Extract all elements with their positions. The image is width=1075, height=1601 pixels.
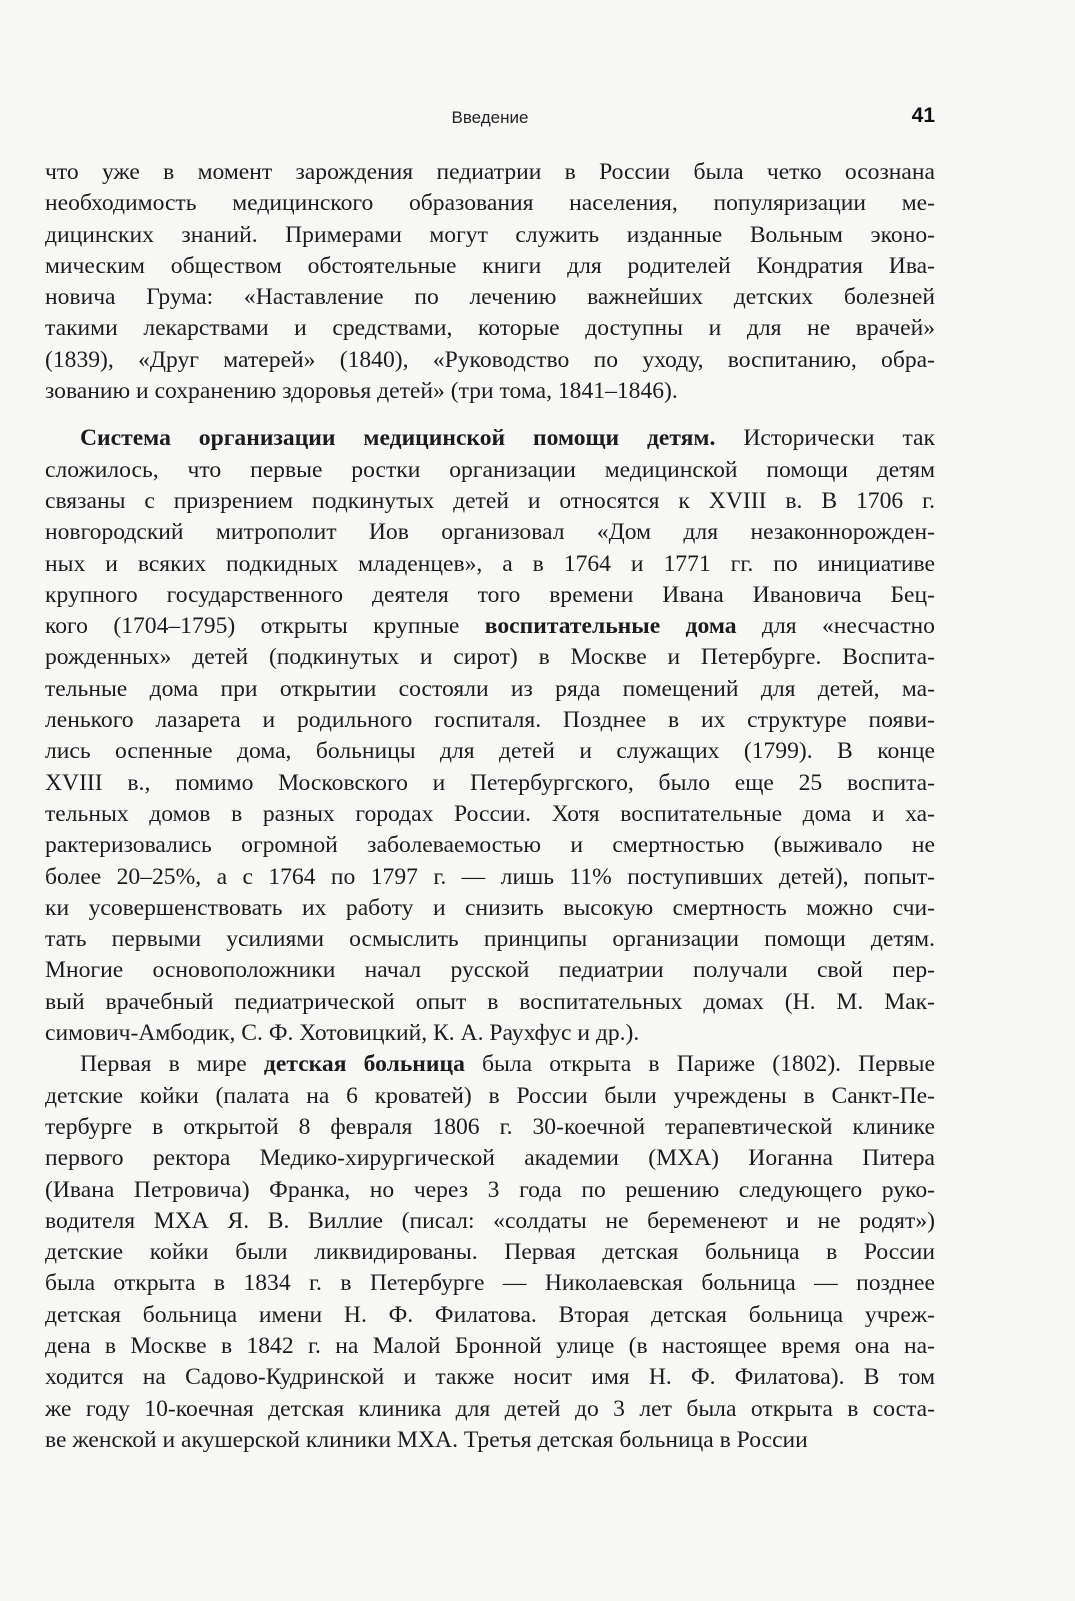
- section-title: Введение: [451, 108, 529, 127]
- text-line: [45, 924, 935, 955]
- bold-term: Система организации медицинской помощи детям.: [80, 425, 716, 452]
- text-line: [45, 768, 935, 799]
- text-run: дена в Москве в 1842 г. на Малой Бронной улице (в настоящее время она на-: [45, 1332, 935, 1359]
- text-run: ных и всяких подкидных младенцев», а в 1764 и 1771 гг. по инициативе: [45, 550, 935, 577]
- text-line: [45, 1394, 935, 1425]
- text-run: мическим обществом обстоятельные книги для родителей Кондратия Ива-: [45, 252, 935, 279]
- text-line: [45, 423, 935, 454]
- text-line: [45, 1425, 935, 1456]
- text-run: лись оспенные дома, больницы для детей и служащих (1799). В конце: [45, 738, 935, 765]
- text-line: [45, 313, 935, 344]
- text-run: Исторически так: [715, 425, 935, 452]
- text-line: [45, 1081, 935, 1112]
- text-line: [45, 188, 935, 219]
- text-line: [45, 157, 935, 188]
- text-line: [45, 1237, 935, 1268]
- text-run: новича Грума: «Наставление по лечению важнейших детских болезней: [45, 284, 935, 311]
- text-line: [45, 517, 935, 548]
- text-line: [45, 486, 935, 517]
- text-line: [45, 1112, 935, 1143]
- text-run: детские койки (палата на 6 кроватей) в России были учреждены в Санкт-Пе-: [45, 1082, 935, 1109]
- text-line: [45, 220, 935, 251]
- text-run: была открыта в 1834 г. в Петербурге — Николаевская больница — позднее: [45, 1270, 935, 1297]
- bold-term: детская больница: [263, 1051, 465, 1078]
- text-line: [45, 862, 935, 893]
- text-run: зованию и сохранению здоровья детей» (три тома, 1841–1846).: [45, 378, 678, 405]
- paragraph-children-health-literature: [45, 157, 935, 407]
- text-line: [45, 1018, 935, 1049]
- text-line: [45, 987, 935, 1018]
- text-run: рожденных» детей (подкинутых и сирот) в Москве и Петербурге. Воспита-: [45, 644, 935, 671]
- text-run: Многие основоположники начал русской педиатрии получали свой пер-: [45, 957, 935, 984]
- text-run: симович-Амбодик, С. Ф. Хотовицкий, К. А. Раухфус и др.).: [45, 1020, 640, 1047]
- text-line: [45, 1362, 935, 1393]
- text-line: [45, 1175, 935, 1206]
- text-run: сложилось, что первые ростки организации медицинской помощи детям: [45, 456, 935, 483]
- text-line: [45, 799, 935, 830]
- text-run: крупного государственного деятеля того времени Ивана Ивановича Бец-: [45, 581, 935, 608]
- text-line: [45, 1268, 935, 1299]
- text-run: Первая в мире: [80, 1051, 264, 1078]
- text-line: [45, 674, 935, 705]
- text-run: что уже в момент зарождения педиатрии в России была четко осознана: [45, 159, 935, 185]
- text-line: [45, 549, 935, 580]
- text-run: необходимость медицинского образования населения, популяризации ме-: [45, 190, 935, 217]
- text-run: тербурге в открытой 8 февраля 1806 г. 30-коечной терапевтической клинике: [45, 1113, 935, 1140]
- text-run: (Ивана Петровича) Франка, но через 3 года по решению следующего руко-: [45, 1176, 935, 1203]
- text-run: для «несчастно: [736, 613, 935, 640]
- text-run: такими лекарствами и средствами, которые доступны и для не врачей»: [45, 315, 935, 342]
- body-text: [45, 157, 935, 1456]
- text-run: вый врачебный педиатрической опыт в воспитательных домах (Н. М. Мак-: [45, 988, 935, 1015]
- text-run: тельных домов в разных городах России. Хотя воспитательные дома и ха-: [45, 800, 935, 827]
- text-run: XVIII в., помимо Московского и Петербургского, было еще 25 воспита-: [45, 769, 935, 796]
- text-line: [45, 282, 935, 313]
- text-line: [45, 611, 935, 642]
- text-run: тать первыми усилиями осмыслить принципы организации помощи детям.: [45, 926, 935, 953]
- text-line: [45, 1049, 935, 1080]
- text-line: [45, 705, 935, 736]
- bold-term: воспитательные дома: [484, 613, 737, 640]
- text-line: [45, 251, 935, 282]
- text-line: [45, 893, 935, 924]
- text-run: водителя МХА Я. В. Виллие (писал: «солдаты не беременеют и не родят»): [45, 1207, 935, 1234]
- text-line: [45, 345, 935, 376]
- text-run: ве женской и акушерской клиники МХА. Третья детская больница в России: [45, 1426, 808, 1453]
- text-line: [45, 1331, 935, 1362]
- paragraph-first-childrens-hospitals: [45, 1049, 935, 1456]
- text-line: [45, 376, 935, 407]
- text-line: [45, 736, 935, 767]
- text-line: [45, 1206, 935, 1237]
- text-run: рактеризовались огромной заболеваемостью и смертностью (выживало не: [45, 832, 935, 859]
- text-run: (1839), «Друг матерей» (1840), «Руководство по уходу, воспитанию, обра-: [45, 346, 935, 373]
- text-line: [45, 830, 935, 861]
- text-run: же году 10-коечная детская клиника для детей до 3 лет была открыта в соста-: [45, 1395, 935, 1422]
- text-run: ходится на Садово-Кудринской и также носит имя Н. Ф. Филатова). В том: [45, 1364, 935, 1391]
- text-run: ки усовершенствовать их работу и снизить высокую смертность можно счи-: [45, 894, 935, 921]
- text-run: дицинских знаний. Примерами могут служить изданные Вольным эконо-: [45, 221, 935, 248]
- text-run: детские койки были ликвидированы. Первая детская больница в России: [45, 1239, 935, 1266]
- text-run: тельные дома при открытии состояли из ряда помещений для детей, ма-: [45, 675, 935, 702]
- text-run: связаны с призрением подкинутых детей и относятся к XVIII в. В 1706 г.: [45, 487, 935, 514]
- text-line: [45, 642, 935, 673]
- paragraph-care-organization-system: [45, 423, 935, 1049]
- text-run: кого (1704–1795) открыты крупные: [45, 613, 485, 640]
- running-head: [45, 104, 935, 134]
- text-run: детская больница имени Н. Ф. Филатова. Вторая детская больница учреж-: [45, 1301, 935, 1328]
- text-run: ленького лазарета и родильного госпиталя. Позднее в их структуре появи-: [45, 707, 935, 734]
- text-line: [45, 1300, 935, 1331]
- text-line: [45, 455, 935, 486]
- page-number: 41: [911, 104, 935, 127]
- text-line: [45, 580, 935, 611]
- text-run: была открыта в Париже (1802). Первые: [464, 1051, 936, 1078]
- text-line: [45, 955, 935, 986]
- text-run: первого ректора Медико-хирургической академии (МХА) Иоганна Питера: [45, 1145, 935, 1172]
- text-run: более 20–25%, а с 1764 по 1797 г. — лишь 11% поступивших детей), попыт-: [45, 863, 935, 890]
- text-run: новгородский митрополит Иов организовал «Дом для незаконнорожден-: [45, 519, 935, 546]
- text-line: [45, 1143, 935, 1174]
